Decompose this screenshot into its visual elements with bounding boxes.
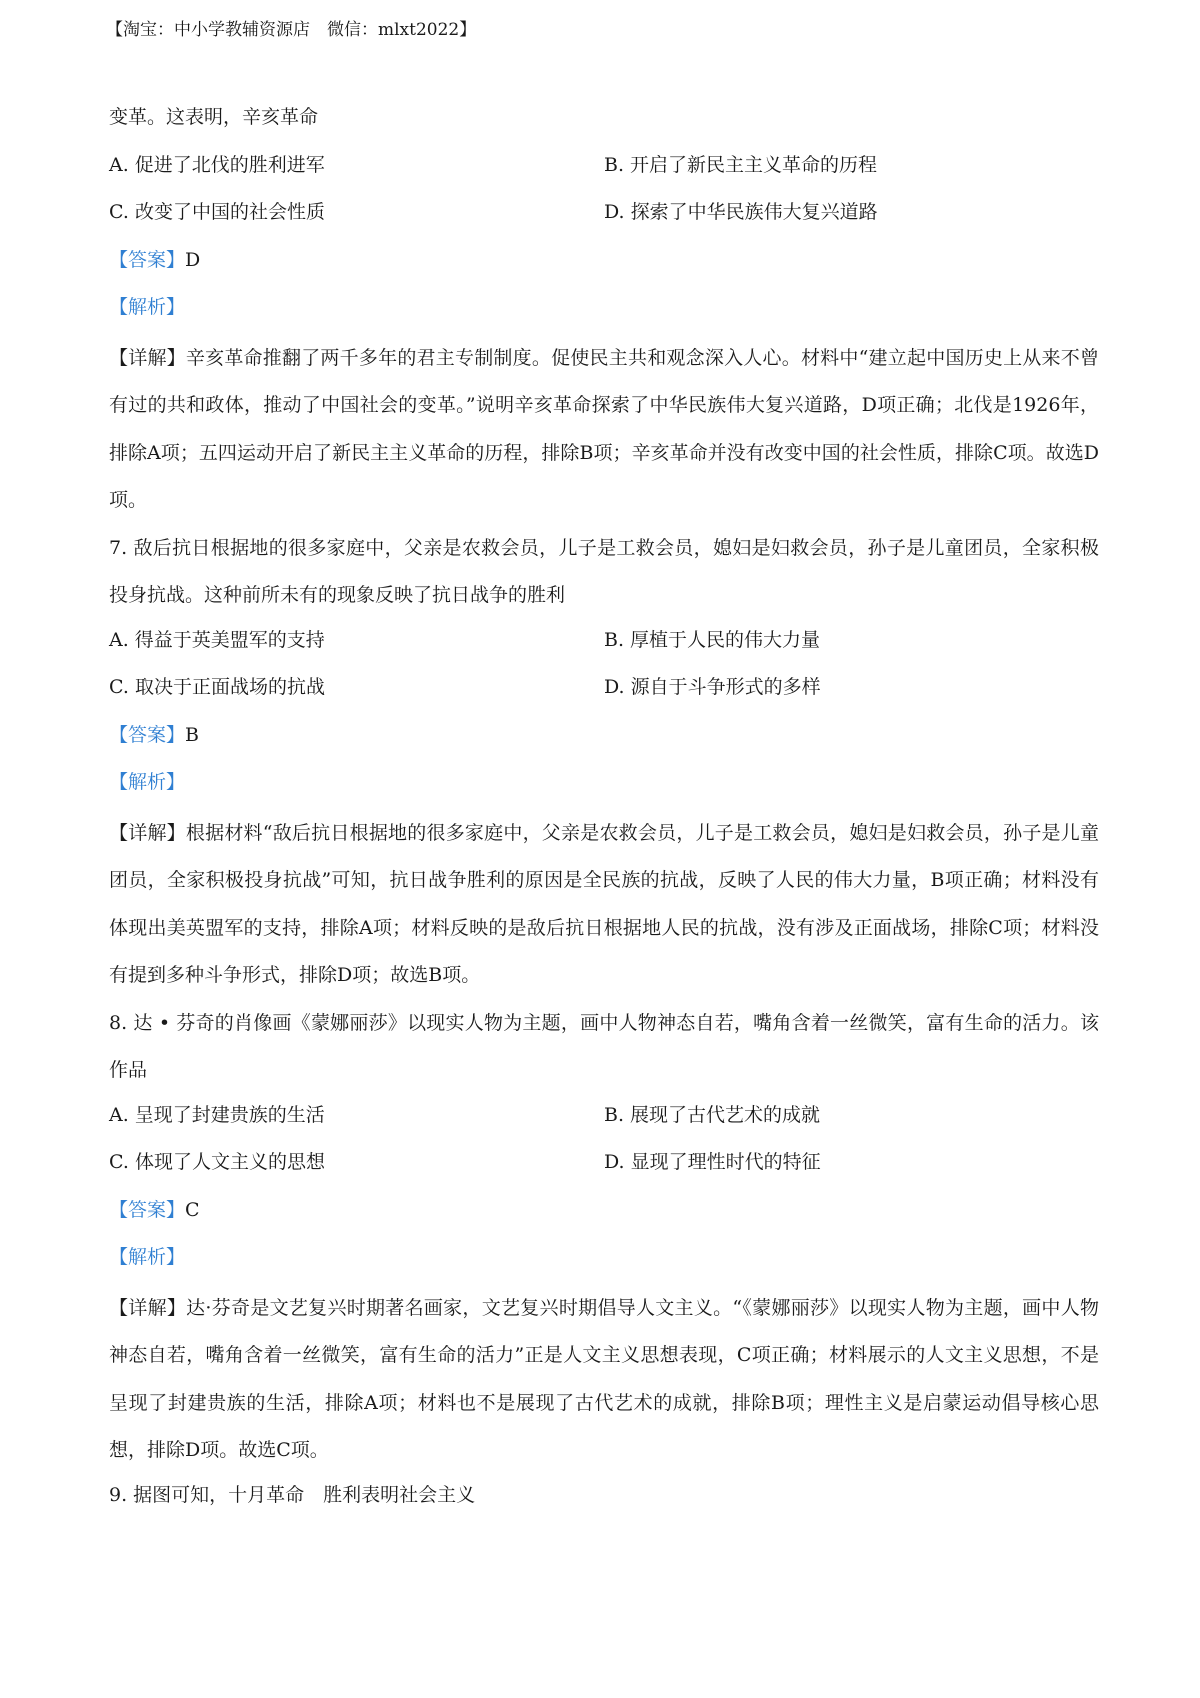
question-7-analysis-label: 【解析】: [109, 771, 186, 793]
detail-label: 【详解】: [109, 821, 186, 844]
detail-label: 【详解】: [109, 1296, 187, 1319]
question-7-answer: [109, 715, 1099, 763]
option-d: D. 探索了中华民族伟大复兴道路: [604, 201, 878, 223]
question-6-stem-tail: 变革。这表明，辛亥革命: [109, 106, 319, 128]
question-7-options-row-2: [109, 667, 1099, 715]
question-8-options-row-2: [109, 1142, 1099, 1190]
answer-label: 【答案】: [109, 248, 186, 271]
option-c: C. 取决于正面战场的抗战: [109, 676, 325, 698]
option-d: D. 显现了理性时代的特征: [604, 1151, 821, 1173]
question-6-detail: [109, 335, 1099, 525]
answer-value: D: [185, 248, 201, 271]
option-b: B. 开启了新民主主义革命的历程: [604, 153, 878, 176]
document-body: [109, 97, 1099, 1522]
option-a: A. 呈现了封建贵族的生活: [109, 1103, 325, 1126]
question-8-analysis-label: 【解析】: [109, 1246, 186, 1268]
question-8-answer: [109, 1190, 1099, 1238]
answer-label: 【答案】: [109, 1198, 186, 1221]
question-7-detail: [109, 810, 1099, 1000]
answer-label: 【答案】: [109, 723, 186, 746]
detail-text: 辛亥革命推翻了两千多年的君主专制制度。促使民主共和观念深入人心。材料中“建立起中国历史上从来不曾有过的共和政体，推动了中国社会的变革。”说明辛亥革命探索了中华民族伟大复兴道路，D项正确；北伐是1926年，排除A项；五四运动开启了新民主主义革命的历程，排除B项；辛亥革命并没有改变中国的社会性质，排除C项。故选D项。: [109, 346, 1099, 511]
question-8-detail: [109, 1285, 1099, 1475]
option-a: A. 促进了北伐的胜利进军: [109, 153, 325, 176]
page-header: 【淘宝：中小学教辅资源店 微信：mlxt2022】: [106, 20, 477, 40]
question-6-answer: [109, 240, 1099, 288]
question-6-analysis-label: 【解析】: [109, 296, 186, 318]
question-9-stem: 9. 据图可知，十月革命 胜利表明社会主义: [109, 1483, 476, 1506]
option-a: A. 得益于英美盟军的支持: [109, 628, 325, 651]
question-6-options-row-1: [109, 145, 1099, 193]
option-c: C. 体现了人文主义的思想: [109, 1151, 325, 1173]
detail-text: 达·芬奇是文艺复兴时期著名画家，文艺复兴时期倡导人文主义。“《蒙娜丽莎》以现实人物为主题，画中人物神态自若，嘴角含着一丝微笑，富有生命的活力”正是人文主义思想表现，C项正确；材料展示的人文主义思想，不是呈现了封建贵族的生活，排除A项；材料也不是展现了古代艺术的成就，排除B项；理性主义是启蒙运动倡导核心思想，排除D项。故选C项。: [109, 1296, 1099, 1461]
option-b: B. 厚植于人民的伟大力量: [604, 628, 821, 651]
option-b: B. 展现了古代艺术的成就: [604, 1103, 821, 1126]
question-7-stem: 7. 敌后抗日根据地的很多家庭中，父亲是农救会员，儿子是工救会员，媳妇是妇救会员，孙子是儿童团员，全家积极投身抗战。这种前所未有的现象反映了抗日战争的胜利: [109, 536, 1099, 606]
question-8-stem: 8. 达 • 芬奇的肖像画《蒙娜丽莎》以现实人物为主题，画中人物神态自若，嘴角含着一丝微笑，富有生命的活力。该作品: [109, 1011, 1099, 1081]
answer-value: C: [185, 1198, 200, 1221]
question-7-options-row-1: [109, 620, 1099, 668]
option-c: C. 改变了中国的社会性质: [109, 201, 325, 223]
detail-label: 【详解】: [109, 346, 186, 369]
answer-value: B: [185, 723, 199, 746]
question-8-options-row-1: [109, 1095, 1099, 1143]
detail-text: 根据材料“敌后抗日根据地的很多家庭中，父亲是农救会员，儿子是工救会员，媳妇是妇救会员，孙子是儿童团员，全家积极投身抗战”可知，抗日战争胜利的原因是全民族的抗战，反映了人民的伟大力量，B项正确；材料没有体现出美英盟军的支持，排除A项；材料反映的是敌后抗日根据地人民的抗战，没有涉及正面战场，排除C项；材料没有提到多种斗争形式，排除D项；故选B项。: [109, 821, 1099, 986]
option-d: D. 源自于斗争形式的多样: [604, 676, 821, 698]
question-6-options-row-2: [109, 192, 1099, 240]
